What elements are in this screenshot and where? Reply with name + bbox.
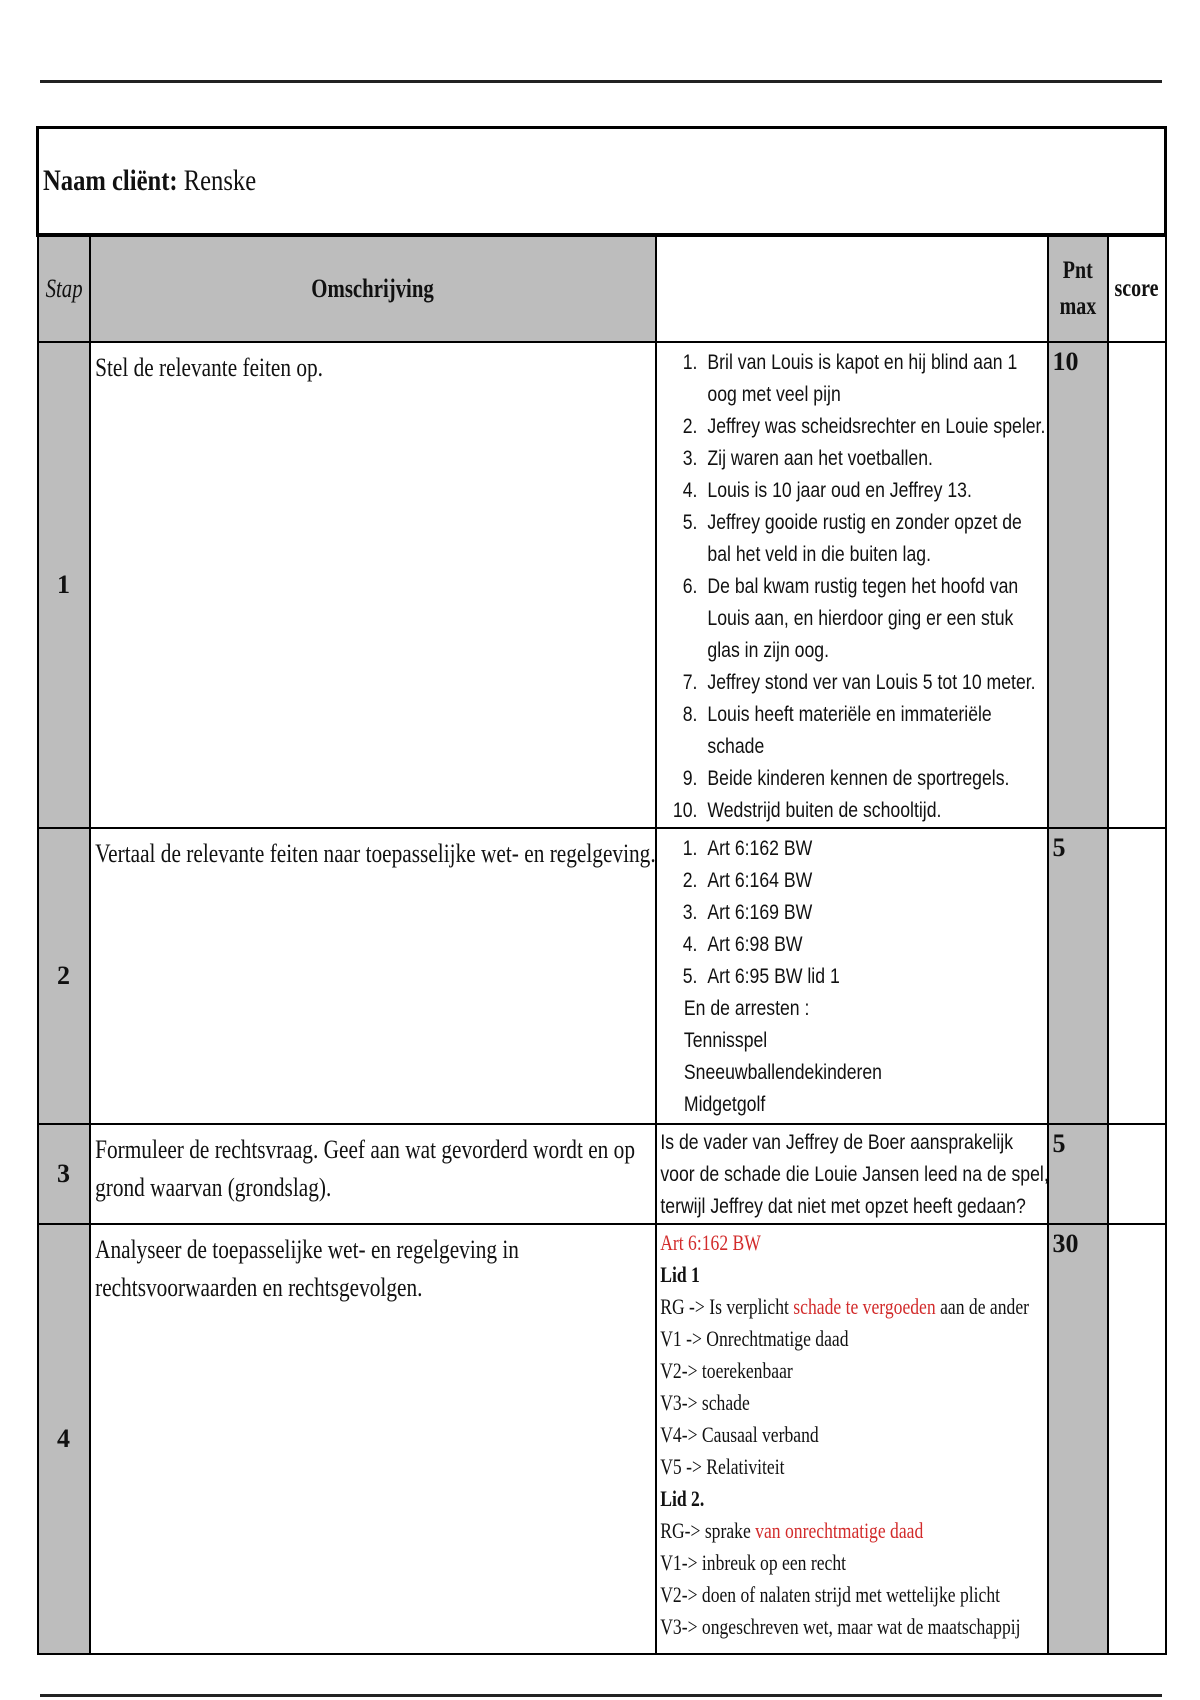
step-answer	[656, 342, 1048, 828]
rechtsgevolg-line: RG -> Is verplicht schade te vergoeden aan de ander	[659, 1294, 1029, 1319]
header-score: score	[1108, 235, 1166, 342]
step-description: Formuleer de rechtsvraag. Geef aan wat gevorderd wordt en op grond waarvan (grondslag).	[90, 1124, 656, 1224]
list-item: 5. Jeffrey gooide rustig en zonder opzet de bal het veld in die buiten lag.	[702, 507, 1050, 571]
list-item: 4. Louis is 10 jaar oud en Jeffrey 13.	[702, 475, 1050, 507]
header-pnt-max: Pnt max	[1048, 235, 1108, 342]
list-item: 10. Wedstrijd buiten de schooltijd.	[702, 795, 1050, 827]
client-row	[38, 128, 1166, 236]
step-number: 2	[38, 828, 90, 1124]
step-description: Vertaal de relevante feiten naar toepasselijke wet- en regelgeving.	[90, 828, 656, 1124]
score-cell[interactable]	[1108, 1124, 1166, 1224]
facts-list	[660, 347, 1050, 827]
step-answer	[656, 828, 1048, 1124]
voorwaarde-line: V3-> schade	[659, 1390, 750, 1415]
arrest-item: Tennisspel	[683, 1029, 767, 1052]
list-item: 5. Art 6:95 BW lid 1	[702, 961, 1050, 993]
top-rule	[40, 80, 1162, 83]
legal-question: Is de vader van Jeffrey de Boer aansprakelijk voor de schade die Louie Jansen leed na de spel, terwijl Jeffrey dat niet met opzet heeft gedaan?	[659, 1131, 1049, 1218]
step-number: 3	[38, 1124, 90, 1224]
score-cell[interactable]	[1108, 1224, 1166, 1654]
article-heading: Art 6:162 BW	[659, 1230, 761, 1255]
points-max: 5	[1048, 1124, 1108, 1224]
step-number: 1	[38, 342, 90, 828]
header-row	[38, 235, 1166, 342]
header-omschrijving: Omschrijving	[90, 235, 656, 342]
voorwaarde-line: V4-> Causaal verband	[659, 1422, 819, 1447]
articles-list	[660, 833, 1050, 993]
list-item: 2. Jeffrey was scheidsrechter en Louie speler.	[702, 411, 1050, 443]
list-item: 4. Art 6:98 BW	[702, 929, 1050, 961]
voorwaarde-line: V5 -> Relativiteit	[659, 1454, 784, 1479]
arrest-item: Midgetgolf	[683, 1093, 765, 1116]
list-item: 1. Bril van Louis is kapot en hij blind aan 1 oog met veel pijn	[702, 347, 1050, 411]
list-item: 9. Beide kinderen kennen de sportregels.	[702, 763, 1050, 795]
client-cell	[38, 128, 1166, 236]
list-item: 3. Zij waren aan het voetballen.	[702, 443, 1050, 475]
table-row	[38, 342, 1166, 828]
score-cell[interactable]	[1108, 342, 1166, 828]
list-item: 2. Art 6:164 BW	[702, 865, 1050, 897]
header-answer	[656, 235, 1048, 342]
client-name: Renske	[183, 164, 257, 197]
points-max: 30	[1048, 1224, 1108, 1654]
voorwaarde-line: V1 -> Onrechtmatige daad	[659, 1326, 848, 1351]
arrest-item: Sneeuwballendekinderen	[683, 1061, 882, 1084]
step-answer	[656, 1124, 1048, 1224]
step-number: 4	[38, 1224, 90, 1654]
score-cell[interactable]	[1108, 828, 1166, 1124]
client-line	[43, 164, 256, 198]
list-item: 7. Jeffrey stond ver van Louis 5 tot 10 meter.	[702, 667, 1050, 699]
step-description: Stel de relevante feiten op.	[90, 342, 656, 828]
lid-heading: Lid 2.	[659, 1486, 704, 1511]
rechtsgevolg-line: RG-> sprake van onrechtmatige daad	[659, 1518, 923, 1543]
list-item: 1. Art 6:162 BW	[702, 833, 1050, 865]
voorwaarde-line: V3-> ongeschreven wet, maar wat de maatschappij	[659, 1614, 1021, 1639]
step-description: Analyseer de toepasselijke wet- en regelgeving in rechtsvoorwaarden en rechtsgevolgen.	[90, 1224, 656, 1654]
client-label: Naam cliënt:	[43, 164, 178, 197]
table-row	[38, 1224, 1166, 1654]
header-stap: Stap	[38, 235, 90, 342]
bottom-rule	[40, 1694, 1162, 1697]
points-max: 5	[1048, 828, 1108, 1124]
voorwaarde-line: V2-> doen of nalaten strijd met wettelijke plicht	[659, 1582, 1000, 1607]
voorwaarde-line: V1-> inbreuk op een recht	[659, 1550, 846, 1575]
voorwaarde-line: V2-> toerekenbaar	[659, 1358, 793, 1383]
table-row	[38, 1124, 1166, 1224]
assessment-table	[36, 126, 1167, 1655]
lid-heading: Lid 1	[659, 1262, 700, 1287]
list-item: 8. Louis heeft materiële en immateriële schade	[702, 699, 1050, 763]
list-item: 6. De bal kwam rustig tegen het hoofd van Louis aan, en hierdoor ging er een stuk glas in zijn oog.	[702, 571, 1050, 667]
step-answer	[656, 1224, 1048, 1654]
arresten-label: En de arresten :	[683, 997, 809, 1020]
table-row	[38, 828, 1166, 1124]
points-max: 10	[1048, 342, 1108, 828]
list-item: 3. Art 6:169 BW	[702, 897, 1050, 929]
